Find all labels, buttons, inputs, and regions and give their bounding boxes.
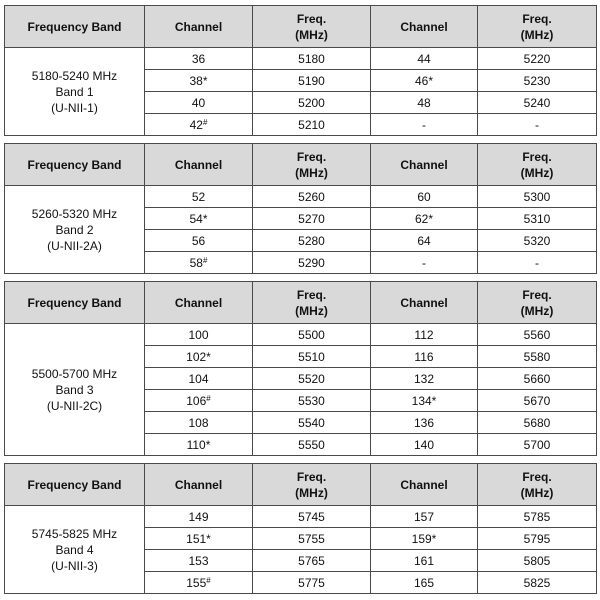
channel-cell: 40 [145,92,253,114]
freq-cell: 5310 [478,208,597,230]
frequency-band-cell [5,48,145,136]
channel-cell: 149 [145,506,253,528]
freq-header: Freq. (MHz) [478,6,597,48]
header-row [5,464,597,506]
frequency-band-header: Frequency Band [5,6,145,48]
band-range: 5260-5320 MHz [31,206,118,221]
freq-cell: 5745 [253,506,371,528]
channel-header: Channel [371,464,478,506]
freq-cell: 5550 [253,434,371,456]
freq-cell: 5540 [253,412,371,434]
band-range: 5745-5825 MHz [31,526,118,541]
freq-cell: 5520 [253,368,371,390]
channel-cell: 44 [371,48,478,70]
channel-cell: 134* [371,390,478,412]
freq-cell: 5660 [478,368,597,390]
channel-header: Channel [371,144,478,186]
channel-cell: 153 [145,550,253,572]
band-name: Band 3 [55,382,94,397]
channel-cell: 165 [371,572,478,594]
channel-cell: 58# [145,252,253,274]
freq-cell: 5280 [253,230,371,252]
channel-header: Channel [145,144,253,186]
freq-cell: 5240 [478,92,597,114]
channel-cell: 38* [145,70,253,92]
freq-cell: 5530 [253,390,371,412]
freq-header: Freq. (MHz) [253,6,371,48]
channel-cell: 56 [145,230,253,252]
frequency-band-cell [5,186,145,274]
channel-cell: 155# [145,572,253,594]
channel-cell: 60 [371,186,478,208]
frequency-band-header: Frequency Band [5,464,145,506]
freq-header: Freq. (MHz) [253,144,371,186]
table-row [5,506,597,528]
channel-tables [4,5,596,594]
channel-cell: - [371,114,478,136]
freq-cell: 5270 [253,208,371,230]
channel-header: Channel [145,464,253,506]
band-name: Band 1 [55,84,94,99]
freq-cell: 5680 [478,412,597,434]
band-code: (U-NII-2C) [46,398,103,413]
freq-cell: 5300 [478,186,597,208]
freq-cell: 5700 [478,434,597,456]
channel-header: Channel [145,282,253,324]
channel-cell: 159* [371,528,478,550]
freq-cell: 5190 [253,70,371,92]
freq-header: Freq. (MHz) [253,464,371,506]
freq-cell: 5765 [253,550,371,572]
channel-cell: 151* [145,528,253,550]
channel-cell: 106# [145,390,253,412]
freq-cell: 5220 [478,48,597,70]
frequency-band-header: Frequency Band [5,144,145,186]
band-code: (U-NII-1) [51,100,98,115]
channel-cell: 132 [371,368,478,390]
header-row [5,282,597,324]
band-table-1 [4,5,597,136]
band-range: 5180-5240 MHz [31,68,118,83]
channel-cell: 62* [371,208,478,230]
channel-cell: 136 [371,412,478,434]
freq-cell: 5180 [253,48,371,70]
channel-cell: 36 [145,48,253,70]
freq-cell: 5500 [253,324,371,346]
band-table-4 [4,463,597,594]
freq-cell: 5200 [253,92,371,114]
channel-header: Channel [371,6,478,48]
channel-cell: - [371,252,478,274]
band-table-2 [4,143,597,274]
freq-cell: 5290 [253,252,371,274]
freq-cell: 5560 [478,324,597,346]
freq-cell: 5320 [478,230,597,252]
freq-cell: 5825 [478,572,597,594]
channel-cell: 108 [145,412,253,434]
channel-cell: 48 [371,92,478,114]
freq-cell: 5580 [478,346,597,368]
table-row [5,324,597,346]
header-row [5,6,597,48]
freq-header: Freq. (MHz) [478,282,597,324]
freq-cell: 5775 [253,572,371,594]
freq-cell: 5230 [478,70,597,92]
channel-cell: 46* [371,70,478,92]
channel-cell: 161 [371,550,478,572]
channel-cell: 54* [145,208,253,230]
freq-header: Freq. (MHz) [478,144,597,186]
channel-cell: 102* [145,346,253,368]
band-range: 5500-5700 MHz [31,366,118,381]
freq-cell: - [478,114,597,136]
band-table-3 [4,281,597,456]
frequency-band-cell [5,506,145,594]
channel-cell: 64 [371,230,478,252]
channel-cell: 116 [371,346,478,368]
freq-cell: 5670 [478,390,597,412]
channel-cell: 112 [371,324,478,346]
frequency-band-header: Frequency Band [5,282,145,324]
freq-cell: - [478,252,597,274]
frequency-band-cell [5,324,145,456]
table-row [5,48,597,70]
header-row [5,144,597,186]
freq-cell: 5755 [253,528,371,550]
band-name: Band 4 [55,542,94,557]
freq-cell: 5260 [253,186,371,208]
channel-cell: 157 [371,506,478,528]
freq-cell: 5510 [253,346,371,368]
band-code: (U-NII-2A) [47,238,102,253]
freq-header: Freq. (MHz) [478,464,597,506]
channel-cell: 42# [145,114,253,136]
freq-cell: 5785 [478,506,597,528]
channel-cell: 52 [145,186,253,208]
channel-cell: 100 [145,324,253,346]
freq-cell: 5795 [478,528,597,550]
channel-cell: 104 [145,368,253,390]
freq-header: Freq. (MHz) [253,282,371,324]
channel-cell: 110* [145,434,253,456]
band-code: (U-NII-3) [51,558,98,573]
channel-header: Channel [371,282,478,324]
table-row [5,186,597,208]
channel-header: Channel [145,6,253,48]
freq-cell: 5805 [478,550,597,572]
freq-cell: 5210 [253,114,371,136]
band-name: Band 2 [55,222,94,237]
channel-cell: 140 [371,434,478,456]
